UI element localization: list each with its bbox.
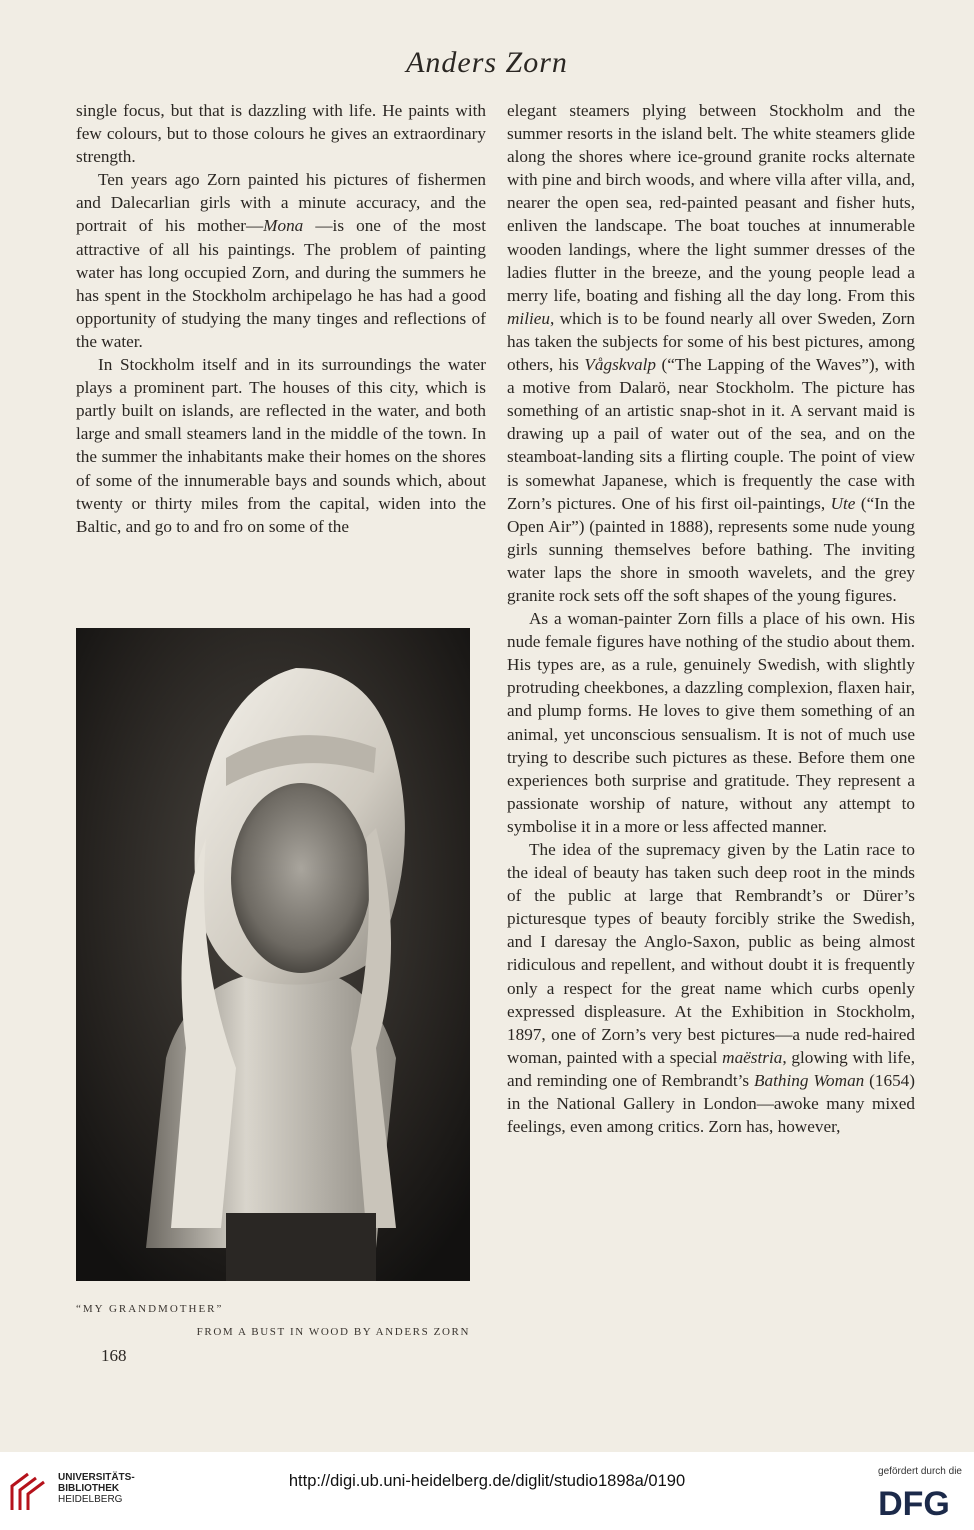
paragraph — [507, 99, 915, 607]
digitization-footer — [0, 1452, 974, 1530]
paragraph — [76, 168, 486, 353]
source-url-link[interactable]: http://digi.ub.uni-heidelberg.de/diglit/studio1898a/0190 — [288, 1472, 686, 1490]
library-name-line: BIBLIOTHEK — [58, 1483, 120, 1494]
funded-by-label: gefördert durch die — [878, 1466, 962, 1477]
text-run: (“The Lapping of the Waves”), with a motive from Dalarö, near Stockholm. The picture has something of an artistic snap-shot in it. A servant maid is drawing up a pail of water out of the sea, and on the steamboat-landing sits a flirting couple. The point of view is somewhat Japanese, which is frequently the case with Zorn’s pictures. One of his first oil-paintings, — [507, 355, 916, 513]
text-run: Ten years ago Zorn painted his pictures of fishermen and Dalecarlian girls with a minute accuracy, and the portrait of his mother— — [76, 170, 486, 236]
library-name-line: UNIVERSITÄTS- — [58, 1472, 135, 1483]
left-column — [76, 99, 486, 538]
bust-drawing — [76, 628, 470, 1281]
artwork-title: Bathing Woman — [753, 1070, 865, 1090]
artwork-title: Mona — [263, 216, 304, 236]
text-run: (“In the Open Air”) (painted in 1888), represents some nude young girls sunning themselves before bathing. The inviting water laps the shore in smooth wavelets, and the grey granite rock sets off the soft shapes of the young figures. — [507, 493, 915, 605]
emphasis: milieu — [507, 308, 550, 328]
artwork-title: Vågskvalp — [584, 355, 656, 375]
plate-caption-credit: FROM A BUST IN WOOD BY ANDERS ZORN — [196, 1326, 470, 1338]
bust-photograph — [76, 628, 470, 1281]
paragraph: single focus, but that is dazzling with life. He paints with few colours, but to those colours he gives an extraordinary strength. — [76, 101, 486, 167]
text-run: elegant steamers plying between Stockholm and the summer resorts in the island belt. The white steamers glide along the shores where ice-ground granite rocks alternate with pine and birch woods, and where villa after villa, and, nearer the open sea, red-painted peasant and fisher huts, enliven the landscape. The boat touches at innumerable wooden landings, where the light summer dresses of the ladies flutter in the breeze, and the young people lead a merry life, boating and fishing all the day long. From this — [507, 101, 915, 305]
page-title: Anders Zorn — [406, 46, 568, 79]
paragraph: As a woman-painter Zorn fills a place of his own. His nude female figures have nothing of the studio about them. His types are, as a rule, genuinely Swedish, with slightly protruding cheekbones, a dazzling complexion, flaxen hair, and plump forms. He loves to give them something of an animal, yet unconscious sensualism. It is not of much use trying to describe such pictures as these. Before them one experiences both surprise and gratitude. They represent a passionate worship of nature, without any attempt to symbolise it in a more or less affected manner. — [507, 609, 915, 836]
plate-illustration — [76, 628, 470, 1281]
emphasis: maëstria — [722, 1047, 783, 1067]
paragraph: In Stockholm itself and in its surroundings the water plays a prominent part. The houses of this city, which is partly built on islands, are reflected in the water, and both large and small steamers land in the middle of the town. In the summer the inhabitants make their homes on the shores of some of the innumerable bays and sounds which, about twenty or thirty miles from the capital, widen into the Baltic, and go to and fro on some of the — [76, 355, 486, 536]
right-column — [507, 99, 915, 1138]
paragraph — [507, 838, 915, 1138]
page-number: 168 — [101, 1346, 127, 1365]
text-run: , glowing with life, and reminding one of Rembrandt’s — [507, 1047, 915, 1090]
dfg-logo-text: DFG — [878, 1485, 950, 1522]
artwork-title: Ute — [830, 493, 856, 513]
text-run: —is one of the most attractive of all his paintings. The problem of painting water has long occupied Zorn, and during the summers he has spent in the Stockholm archipelago he has had a good opportunity of studying the many tinges and reflections of the water. — [76, 216, 486, 351]
dfg-logo-icon — [864, 1482, 964, 1522]
text-run: , which is to be found nearly all over Sweden, Zorn has taken the subjects for some of his best pictures, among others, his — [507, 308, 915, 375]
plate-caption-title: “MY GRANDMOTHER” — [76, 1303, 224, 1315]
library-name-line: HEIDELBERG — [58, 1494, 123, 1505]
text-run: The idea of the supremacy given by the Latin race to the ideal of beauty has taken such deep root in the minds of the public at large that Rembrandt’s or Dürer’s picturesque types of beauty forcibly strike the Swedish, and I daresay the Anglo-Saxon, public as being almost ridiculous and repellent, and without doubt it is frequently only a respect for the great name which curbs openly expressed displeasure. At the Exhibition in Stockholm, 1897, one of Zorn’s very best pictures—a nude red-haired woman, painted with a special — [507, 840, 915, 1067]
text-run: (1654) in the National Gallery in London—awoke many mixed feelings, even among critics. Zorn has, however, — [507, 1070, 915, 1137]
